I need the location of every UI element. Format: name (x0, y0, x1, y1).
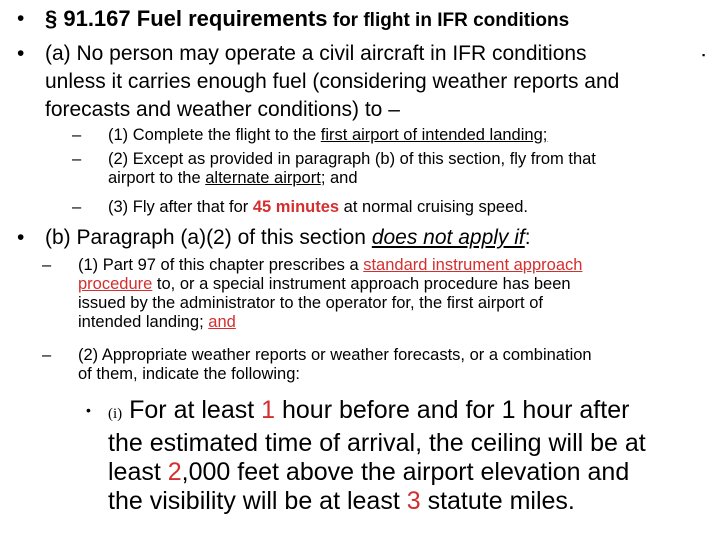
a-item-2 (108, 150, 596, 188)
sub-item-line-2: the estimated time of arrival, the ceiling will be at (108, 429, 646, 457)
a-item-3-prefix: (3) Fly after that for (108, 198, 253, 216)
a-item-1-underlined: first airport of intended landing; (320, 126, 548, 144)
b-item-1-line-4-prefix: intended landing; (78, 313, 209, 331)
sub-item-l1-number: 1 (261, 396, 276, 424)
para-b-bullet: • (17, 226, 25, 249)
b-item-1-highlight-1: standard instrument approach (363, 256, 583, 274)
sub-item-l4-b: statute miles. (420, 487, 575, 515)
slide-title (45, 5, 569, 35)
sub-item-l3-a: least (108, 458, 168, 486)
b-item-2-dash: – (42, 346, 52, 364)
a-item-2-line-2-suffix: ; and (320, 169, 358, 187)
b-item-1-highlight-2: procedure (78, 275, 153, 293)
sub-item-l4-number: 3 (406, 487, 421, 515)
title-rest: for flight in IFR conditions (327, 10, 570, 31)
b-item-1-dash: – (42, 256, 52, 274)
sub-item-bullet: • (86, 402, 91, 418)
b-item-1-line-2-suffix: to, or a special instrument approach procedure has been (152, 275, 571, 293)
a-item-1-dash: – (72, 126, 82, 144)
a-item-1-text: (1) Complete the flight to the (108, 126, 321, 144)
para-b (45, 224, 531, 252)
sub-item-l1-a: For at least (122, 396, 262, 424)
para-b-prefix: (b) Paragraph (a)(2) of this section (45, 226, 372, 249)
para-a-bullet: • (17, 42, 25, 65)
sub-item-line-4 (108, 487, 646, 516)
a-item-2-dash: – (72, 150, 82, 168)
a-item-1 (108, 126, 547, 145)
sub-item-label: (i) (108, 406, 123, 422)
sub-item-l3-number: 2 (167, 458, 182, 486)
b-item-1-line-1-prefix: (1) Part 97 of this chapter prescribes a (78, 256, 364, 274)
title-rule-number: § 91.167 Fuel requirements (45, 6, 328, 31)
a-item-2-underlined: alternate airport (205, 169, 321, 187)
sub-item (108, 396, 646, 516)
b-item-1-line-3: issued by the administrator to the operator for, the first airport of (78, 294, 543, 312)
para-a (45, 40, 715, 124)
sub-item-line-3 (108, 458, 646, 487)
a-item-2-line-2 (108, 169, 596, 188)
para-b-suffix: : (524, 226, 531, 249)
b-item-1-line-4 (78, 313, 582, 332)
b-item-2-line-2: of them, indicate the following: (78, 365, 300, 383)
sub-item-line-1 (108, 396, 646, 429)
b-item-1-line-2 (78, 275, 582, 294)
a-item-3-suffix: at normal cruising speed. (339, 198, 529, 216)
b-item-2 (78, 346, 592, 384)
sub-item-l3-b: ,000 feet above the airport elevation and (181, 458, 630, 486)
sub-item-l4-a: the visibility will be at least (108, 487, 407, 515)
para-a-line-1: (a) No person may operate a civil aircraft in IFR conditions (45, 42, 587, 65)
b-item-1-and: and (208, 313, 236, 331)
para-b-emphasis: does not apply if (371, 226, 525, 249)
square-marker-icon: ▪ (702, 50, 706, 60)
a-item-2-line-2-prefix: airport to the (108, 169, 206, 187)
a-item-3-dash: – (72, 198, 82, 216)
a-item-2-line-1: (2) Except as provided in paragraph (b) of this section, fly from that (108, 150, 596, 168)
para-a-line-3: forecasts and weather conditions) to – (45, 98, 400, 121)
sub-item-l1-b: hour before and for 1 hour after (275, 396, 630, 424)
b-item-1-line-1 (78, 256, 582, 275)
a-item-3 (108, 198, 528, 217)
a-item-3-highlight: 45 minutes (252, 198, 340, 216)
b-item-1 (78, 256, 582, 332)
title-bullet: • (17, 7, 25, 30)
b-item-2-line-1: (2) Appropriate weather reports or weather forecasts, or a combination (78, 346, 592, 364)
para-a-line-2: unless it carries enough fuel (considering weather reports and (45, 70, 620, 93)
